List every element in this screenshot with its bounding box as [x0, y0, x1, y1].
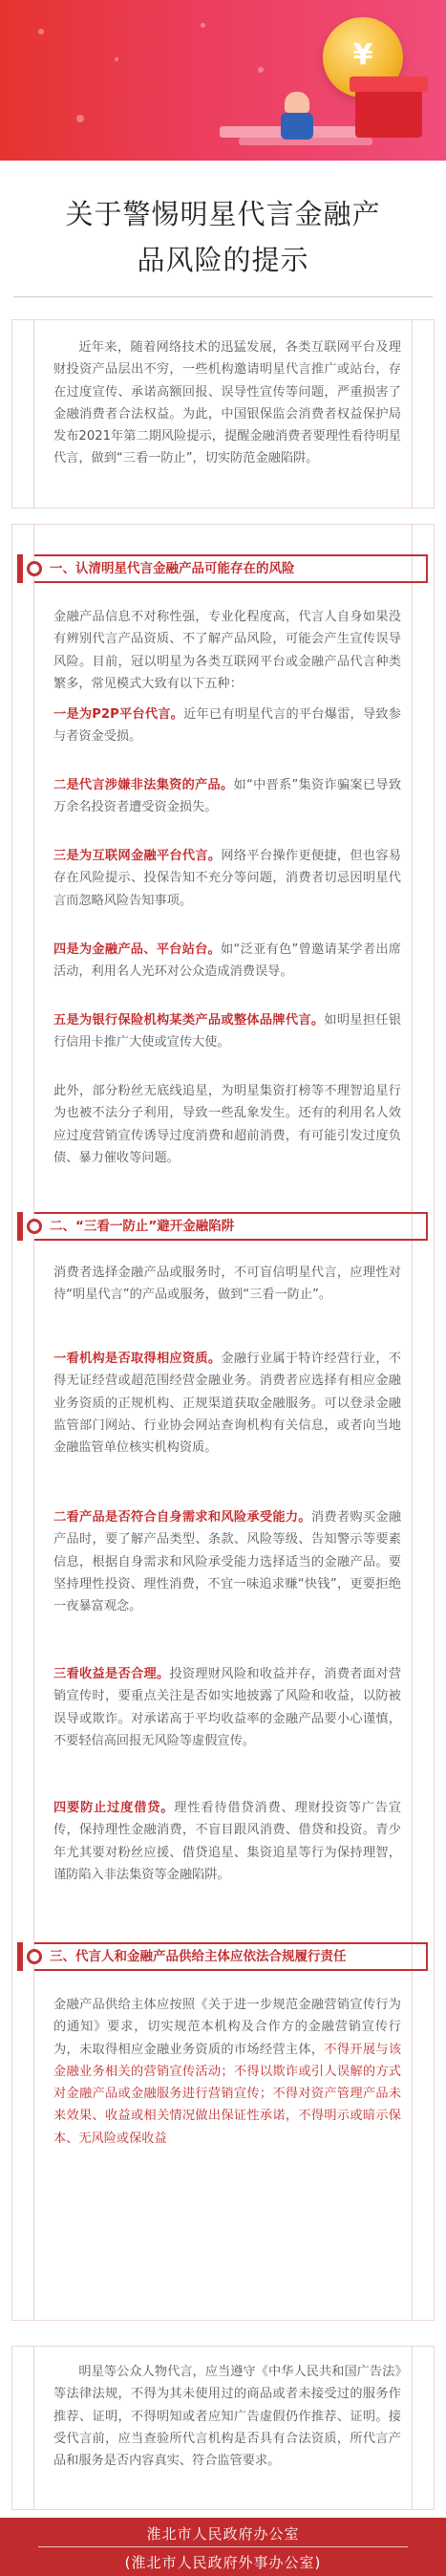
item-text: 理性看待借贷消费、理财投资等广告宣传，保持理性金融消费，不盲目跟风消费、借贷和投资。青少年尤其要对粉丝应援、借贷追星、集资追星等行为保持理智，谨防陷入非法集资等金融陷阱。: [53, 1801, 402, 1882]
heading-bar: [17, 554, 23, 583]
item-lead: 三是为互联网金融平台代言。: [53, 849, 222, 863]
section-heading-text: 二、“三看一防止”避开金融陷阱: [50, 1219, 235, 1234]
intro-text: 近年来，随着网络技术的迅猛发展，各类互联网平台及理财投资产品层出不穷，一些机构邀请明星代言推广或站台，存在过度宣传、承诺高额回报、误导性宣传等问题，严重损害了金融消费者合法权益。为此，中国银保监会消费者权益保护局发布2021年第二期风险提示，提醒金融消费者要理性看待明星代言，做到“三看一防止”，切实防范金融陷阱。: [53, 340, 401, 466]
footer: [0, 2518, 446, 2576]
highlighted-text: 不得开展与该金融业务相关的营销宣传活动；不得以欺诈或引人误解的方式对金融产品或金融服务进行营销宣传；不得对资产管理产品未来效果、收益或相关情况做出保证性承诺，不得明示或暗示保本、无风险或保收益: [53, 2042, 402, 2146]
section1-item-5: [53, 1009, 401, 1054]
item-text: 近年已有明星代言的平台爆雷，导致参与者资金受损。: [53, 707, 401, 745]
section-heading-3: [17, 1942, 428, 1971]
item-text: 如“泛亚有色”曾邀请某学者出席活动，利用名人光环对公众造成消费误导。: [53, 942, 401, 980]
decor-line: [33, 320, 34, 508]
decor-line: [412, 320, 413, 508]
section2-item-3: [53, 1663, 401, 1752]
section2-item-2: [53, 1506, 401, 1617]
heading-ring-icon: [27, 1219, 42, 1234]
heading-ring-icon: [27, 561, 42, 576]
sparkle-dot: [38, 29, 44, 34]
heading-ring-icon: [27, 1949, 42, 1964]
closing-text: 明星等公众人物代言，应当遵守《中华人民共和国广告法》等法律法规，不得为其未使用过的商品或者未接受过的服务作推荐、证明，不得明知或者应知广告虚假仍作推荐、证明。接受代言前，应当查验所代言机构是否具有合法资质，所代言产品和服务是否内容真实、符合监管要求。: [53, 2365, 401, 2469]
header-banner: [0, 0, 446, 161]
sparkle-dot: [201, 23, 205, 28]
item-lead: 二看产品是否符合自身需求和风险承受能力。: [53, 1510, 311, 1525]
person-icon: [281, 113, 313, 140]
item-text: 消费者购买金融产品时，要了解产品类型、条款、风险等级、告知警示等要素信息，根据自身需求和风险承受能力选择适当的金融产品。要坚持理性投资、理性消费，不宜一味追求赚“快钱”，更要拒绝一夜暴富观念。: [53, 1510, 402, 1614]
section3-paragraph: [53, 1994, 401, 2150]
decor-line: [33, 2347, 34, 2509]
item-text: 如“中晋系”集资诈骗案已导致万余名投资者遭受资金损失。: [53, 778, 402, 815]
item-text: 网络平台操作更便捷，但也容易存在风险提示、投保告知不充分等问题，消费者切忌因明星代言而忽略风险告知事项。: [53, 849, 401, 908]
coin-symbol: ¥: [352, 38, 373, 72]
gift-lid-icon: [350, 76, 428, 92]
section-heading-text: 一、认清明星代言金融产品可能存在的风险: [50, 561, 295, 576]
decor-line: [412, 2347, 413, 2509]
sparkle-dot: [115, 57, 118, 61]
item-lead: 三看收益是否合理。: [53, 1667, 170, 1681]
section1-tail-paragraph: 此外，部分粉丝无底线追星，为明星集资打榜等不理智追星行为也被不法分子利用，导致一些乱象发生。还有的利用名人效应过度营销宣传诱导过度消费和超前消费，有可能引发过度负债、暴力催收等问题。: [53, 1084, 401, 1165]
heading-bar: [17, 1942, 23, 1971]
item-lead: 二是代言涉嫌非法集资的产品。: [53, 778, 234, 792]
section2-item-1: [53, 1348, 401, 1459]
sparkle-dot: [258, 67, 264, 73]
item-lead: 四要防止过度借贷。: [53, 1801, 175, 1815]
heading-bar: [17, 1212, 23, 1241]
section1-item-2: [53, 774, 401, 819]
section-heading-text: 三、代言人和金融产品供给主体应依法合规履行责任: [50, 1949, 347, 1964]
title-line-1: 关于警惕明星代言金融产: [65, 198, 381, 230]
section1-item-4: [53, 939, 401, 984]
footer-divider: [38, 2546, 408, 2547]
section-heading-1: [17, 554, 428, 583]
sparkle-dot: [76, 115, 84, 122]
item-lead: 五是为银行保险机构某类产品或整体品牌代言。: [53, 1013, 325, 1028]
decor-line: [412, 525, 413, 2320]
person-head-icon: [285, 92, 309, 113]
section1-item-3: [53, 845, 401, 912]
page-title: [0, 191, 446, 283]
paragraph-text: 金融产品供给主体应按照《关于进一步规范金融营销宣传行为的通知》要求，切实规范本机构及合作方的金融营销宣传行为，未取得相应金融业务资质的市场经营主体，: [53, 1998, 401, 2057]
footer-line-1: 淮北市人民政府办公室: [146, 2525, 300, 2543]
section1-item-1: [53, 704, 401, 748]
item-text: 如明星担任银行信用卡推广大使或宣传大使。: [53, 1013, 402, 1050]
item-lead: 一是为P2P平台代言。: [53, 707, 184, 722]
section1-paragraph: 金融产品信息不对称性强，专业化程度高，代言人自身如果没有辨别代言产品资质、不了解产品风险，可能会产生宣传误导风险。目前，冠以明星为各类互联网平台或金融产品代言种类繁多，常见模式大致有以下五种：: [53, 610, 401, 691]
item-lead: 一看机构是否取得相应资质。: [53, 1352, 222, 1366]
section2-paragraph: 消费者选择金融产品或服务时，不可盲信明星代言，应理性对待“明星代言”的产品或服务，做到“三看一防止”。: [53, 1266, 401, 1303]
title-divider: [13, 296, 433, 297]
section2-item-4: [53, 1797, 401, 1886]
footer-line-2: (淮北市人民政府外事办公室): [124, 2554, 322, 2571]
item-text: 金融行业属于特许经营行业，不得无证经营或超范围经营金融业务。消费者应选择有相应金融业务资质的正规机构、正规渠道获取金融服务。可以登录金融监管部门网站、行业协会网站查询机构有关信息，或者向当地金融监管单位核实机构资质。: [53, 1352, 401, 1456]
title-line-2: 品风险的提示: [137, 244, 309, 276]
item-lead: 四是为金融产品、平台站台。: [53, 942, 222, 957]
section-heading-2: [17, 1212, 428, 1241]
item-text: 投资理财风险和收益并存，消费者面对营销宣传时，要重点关注是否如实地披露了风险和收益，以防被误导或欺诈。对承诺高于平均收益率的金融产品要小心谨慎，不要轻信高回报无风险等虚假宣传。: [53, 1667, 402, 1748]
decor-line: [33, 525, 34, 2320]
